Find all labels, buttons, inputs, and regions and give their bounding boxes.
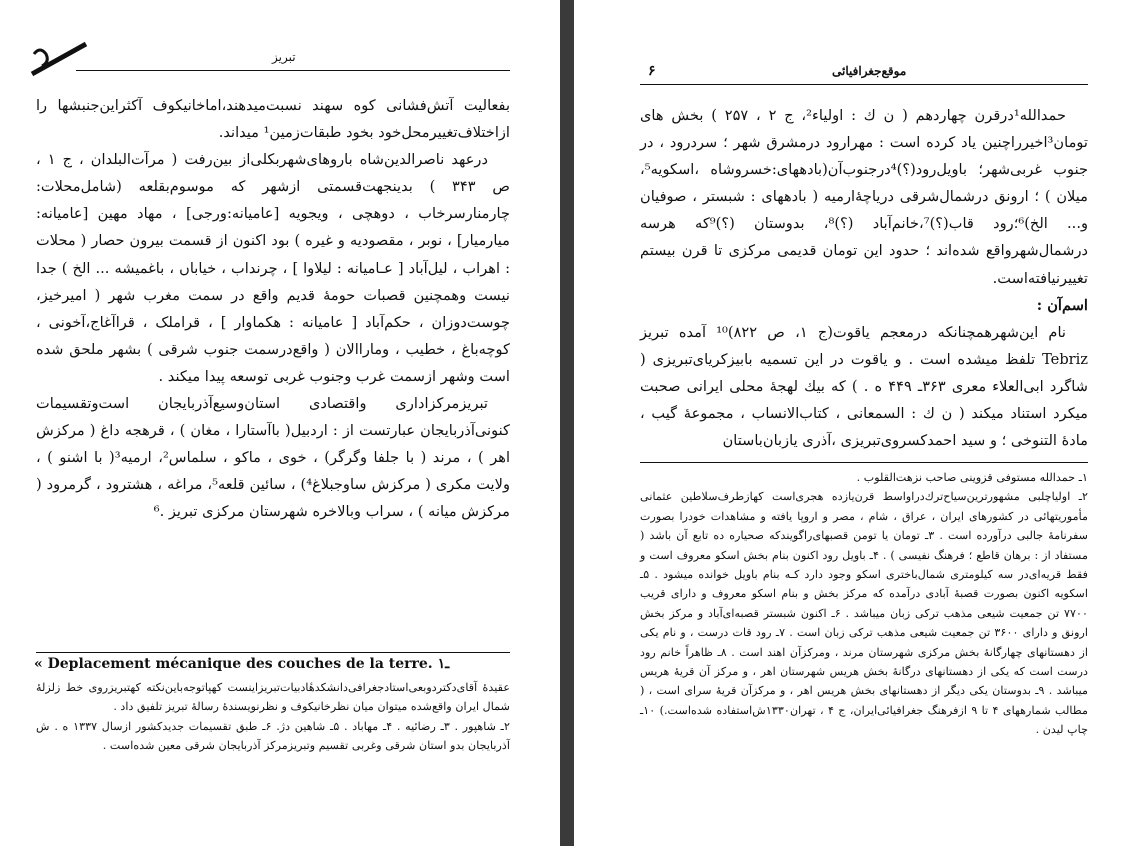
footnote: ۲ـ اولیاچلبی مشهورترین‌سیاح‌ترك‌دراواسط قرن‌یازده هجری‌است کهازطرف‌سلاطین عثمانی مأموریتهائی در کشورهای ایران ، عراق ، شام ، مصر و اروپا یافته و مشاهدات خودرا بصورت سفرنامهٔ جالبی درآورده است . ۳ـ تومان یا تومن قصبهای‌راگویندکه صحیاره ده تابع آن باشد ( مستفاد از : برهان قاطع ؛ فرهنگ نفیسی ) . ۴ـ باویل رود اکنون بنام بخش اسکو معروف است و فقط قریه‌ای‌در سه کیلومتری شمال‌باختری اسکو وجود دارد کـه بنام باویل خوانده میشود . ۵ـ اسکویه اکنون بصورت قصبهٔ آبادی درآمده که مرکز بخش و بنام اسکو معروف و دارای قریب ۷۷۰۰ تن جمعیت شیعی مذهب ترکی زبان میباشد . ۶ـ اکنون شبستر قصبه‌ای‌آباد و مرکز بخش ارونق و دارای ۳۶۰۰ تن جمعیت شیعی مذهب ترکی زبان است . ۷ـ رود قات درست ، و نام یکی از دهستانهای چهارگانهٔ بخش مرکزی شهرستان مرند ، ومرکزآن اهند است . ۸ـ ظاهراً خانم رود درست است که یکی از دهستانهای درگانهٔ بخش هریس شهرستان اهر ، و مرکز آن قریهٔ هریس میباشد . ۹ـ بدوستان یکی دیگر از دهستانهای بخش هریس اهر ، و مرکزآن قریهٔ سرای است ، ( مطالب شمارههای ۴ تا ۹ ازفرهنگ جغرافیائی‌ایران، ج ۴ ، تهران۱۳۳۰ش‌استفاده شده‌است.) ۱۰ـ چاپ لیدن . <box>640 490 1089 737</box>
body-text <box>36 92 510 526</box>
right-page <box>574 0 1132 846</box>
book-gutter <box>560 0 574 846</box>
paragraph: درعهد ناصر‌الدین‌شاه باروهای‌شهر‌بکلی‌از بین‌رفت ( مرآت‌البلدان ، ج ۱ ، ص ۳۴۳ ) بدینجهت‌قسمتی ازشهر که موسوم‌بقلعه (شامل‌محلات: چارمنارسرخاب ، دوهچی ، ویجویه [عامیانه:ورجی] ، مهاد مهین [عامیانه: میارمیار] ، نوبر ، مقصودیه و غیره ) بود اکنون از قسمت بیرون حصار ( محلات : اهراب ، لیل‌آباد [ عـامیانه : لیلاوا ] ، چرنداب ، خیاباں ، باغمیشه ... الخ ) جدا نیست وهمچنین قصبات حومهٔ قدیم واقع در سمت مغرب شهر ( امیرخیز، چوست‌دوزان ، حکم‌آباد [ عامیانه : هکماوار ] ، قراملک ، قراآغاج،آخونی ، کوچه‌باغ ، خطیب ، وماراالان ( واقع‌درسمت جنوب شرقی ) بشهر ملحق شده است وشهر ازسمت غرب وجنوب غربی توسعه پیدا میکند . <box>36 151 510 385</box>
footnote-latin-text: « Deplacement mécanique des couches de la terre. <box>34 656 433 672</box>
footnote-latin-line <box>34 654 512 674</box>
page-header <box>76 44 510 71</box>
footnotes <box>36 678 510 756</box>
body-text <box>640 102 1088 454</box>
paragraph: بفعالیت آتش‌فشانی کوه سهند نسبت‌میدهند،اماخانیکوف آکثراین‌جنبشها را ازاختلاف‌تغییرمحل‌خود بخود طبقات‌زمین¹ میداند. <box>36 97 510 142</box>
paragraph: تبریزمرکزاداری واقتصادی استان‌وسیع‌آذربایجان است‌وتقسیمات کنونی‌آذربایجان عبارتست از : اردبیل( باآستارا ، مغان ) ، قرهجه داغ ( مرکزش اهر ) ، مرند ( با جلفا وگرگر) ، خوی ، ماکو ، سلماس²، ارمیه³( با اشنو ) ، ولایت مکری ( مرکزش ساوجبلاغ⁴) ، سائین قلعه⁵، مراغه ، هشترود ، گرمرود ( مرکزش میانه ) ، سراب وبالاخره شهرستان مرکزی تبریز .⁶ <box>36 395 511 521</box>
footnote: ۲ـ شاهپور . ۳ـ رضائیه . ۴ـ مهاباد . ۵ـ شاهین دژ. ۶ـ طبق تقسیمات جدید‌کشور ازسال ۱۳۳۷ ه . ش آذربایجان بدو استان شرقی وغربی تقسیم وتبریز‌مرکز آذربایجان شرقی معین شده‌است . <box>36 719 510 753</box>
section-heading: اسم‌آن : <box>1036 296 1088 314</box>
left-page <box>0 0 560 846</box>
footnote-rule <box>36 652 510 653</box>
running-title: موقع‌جغرافیائی <box>832 64 907 78</box>
footnotes <box>640 468 1088 740</box>
footnote-rule <box>640 462 1088 463</box>
paragraph: نام این‌شهرهمچنانکه درمعجم یاقوت(ج ۱، ص ۸۲۲)¹⁰ آمده تبریز Tebriz تلفظ میشده است . و یاقوت در این تسمیه بابیز‌کریای‌تبریزی ( شاگرد ابی‌العلاء معری ۳۶۳ـ ۴۴۹ ه . ) که بیك لهجهٔ محلی ایرانی صحبت میکرد استناد میکند ( ن ك : السمعانی ، کتاب‌الانساب ، مجموعهٔ گیب ، مادهٔ التنوخی ؛ و سید احمد‌کسروی‌تبریزی ،آذری یازبان‌باستان <box>640 323 1088 450</box>
footnote-number: ۱ـ <box>437 656 450 672</box>
page-number: ۶ <box>648 63 656 79</box>
paragraph: حمدالله¹درقرن چهاردهم ( ن ك : اولیاء²، ج ۲ ، ۲۵۷ ) بخش های تومان³اخیرراچنین یاد کرده است : مهرارود درمشرق شهر ؛ سردرود ، در جنوب غربی‌شهر؛ باویل‌رود(؟)⁴درجنوب‌آن(بادههای:خسروشاه ،اسکویه⁵، میلان ) ؛ ارونق درشمال‌شرقی دریاچهٔ‌ارمیه ( بادههای : شبستر ، صوفیان و... الخ)⁶؛رود قاب(؟)⁷،خانم‌آباد (؟)⁸، بدوستان (؟)⁹که هرسه درشمال‌شهرواقع شده‌اند ؛ حدود این تومان قدیمی مرکزی تا قرن بیستم تغییرنیافته‌است. <box>640 107 1088 287</box>
running-title: تبریز <box>272 50 296 64</box>
page-header <box>640 58 1088 85</box>
footnote: عقیدهٔ آقای‌دکتردوبعی‌استادجغرافی‌دانشکدهٔادبیات‌تبریزاینست کهپاتوجه‌باین‌نکته کهتبریزروی خط زلزلهٔ شمال ایران واقع‌شده میتوان میان نظرخانیکوف و نظرنویسندهٔ رسالهٔ تبریز تلفیق داد . <box>36 681 510 714</box>
footnote: ۱ـ حمدالله مستوفی قزوینی صاحب نزهت‌القلوب . <box>856 471 1088 484</box>
